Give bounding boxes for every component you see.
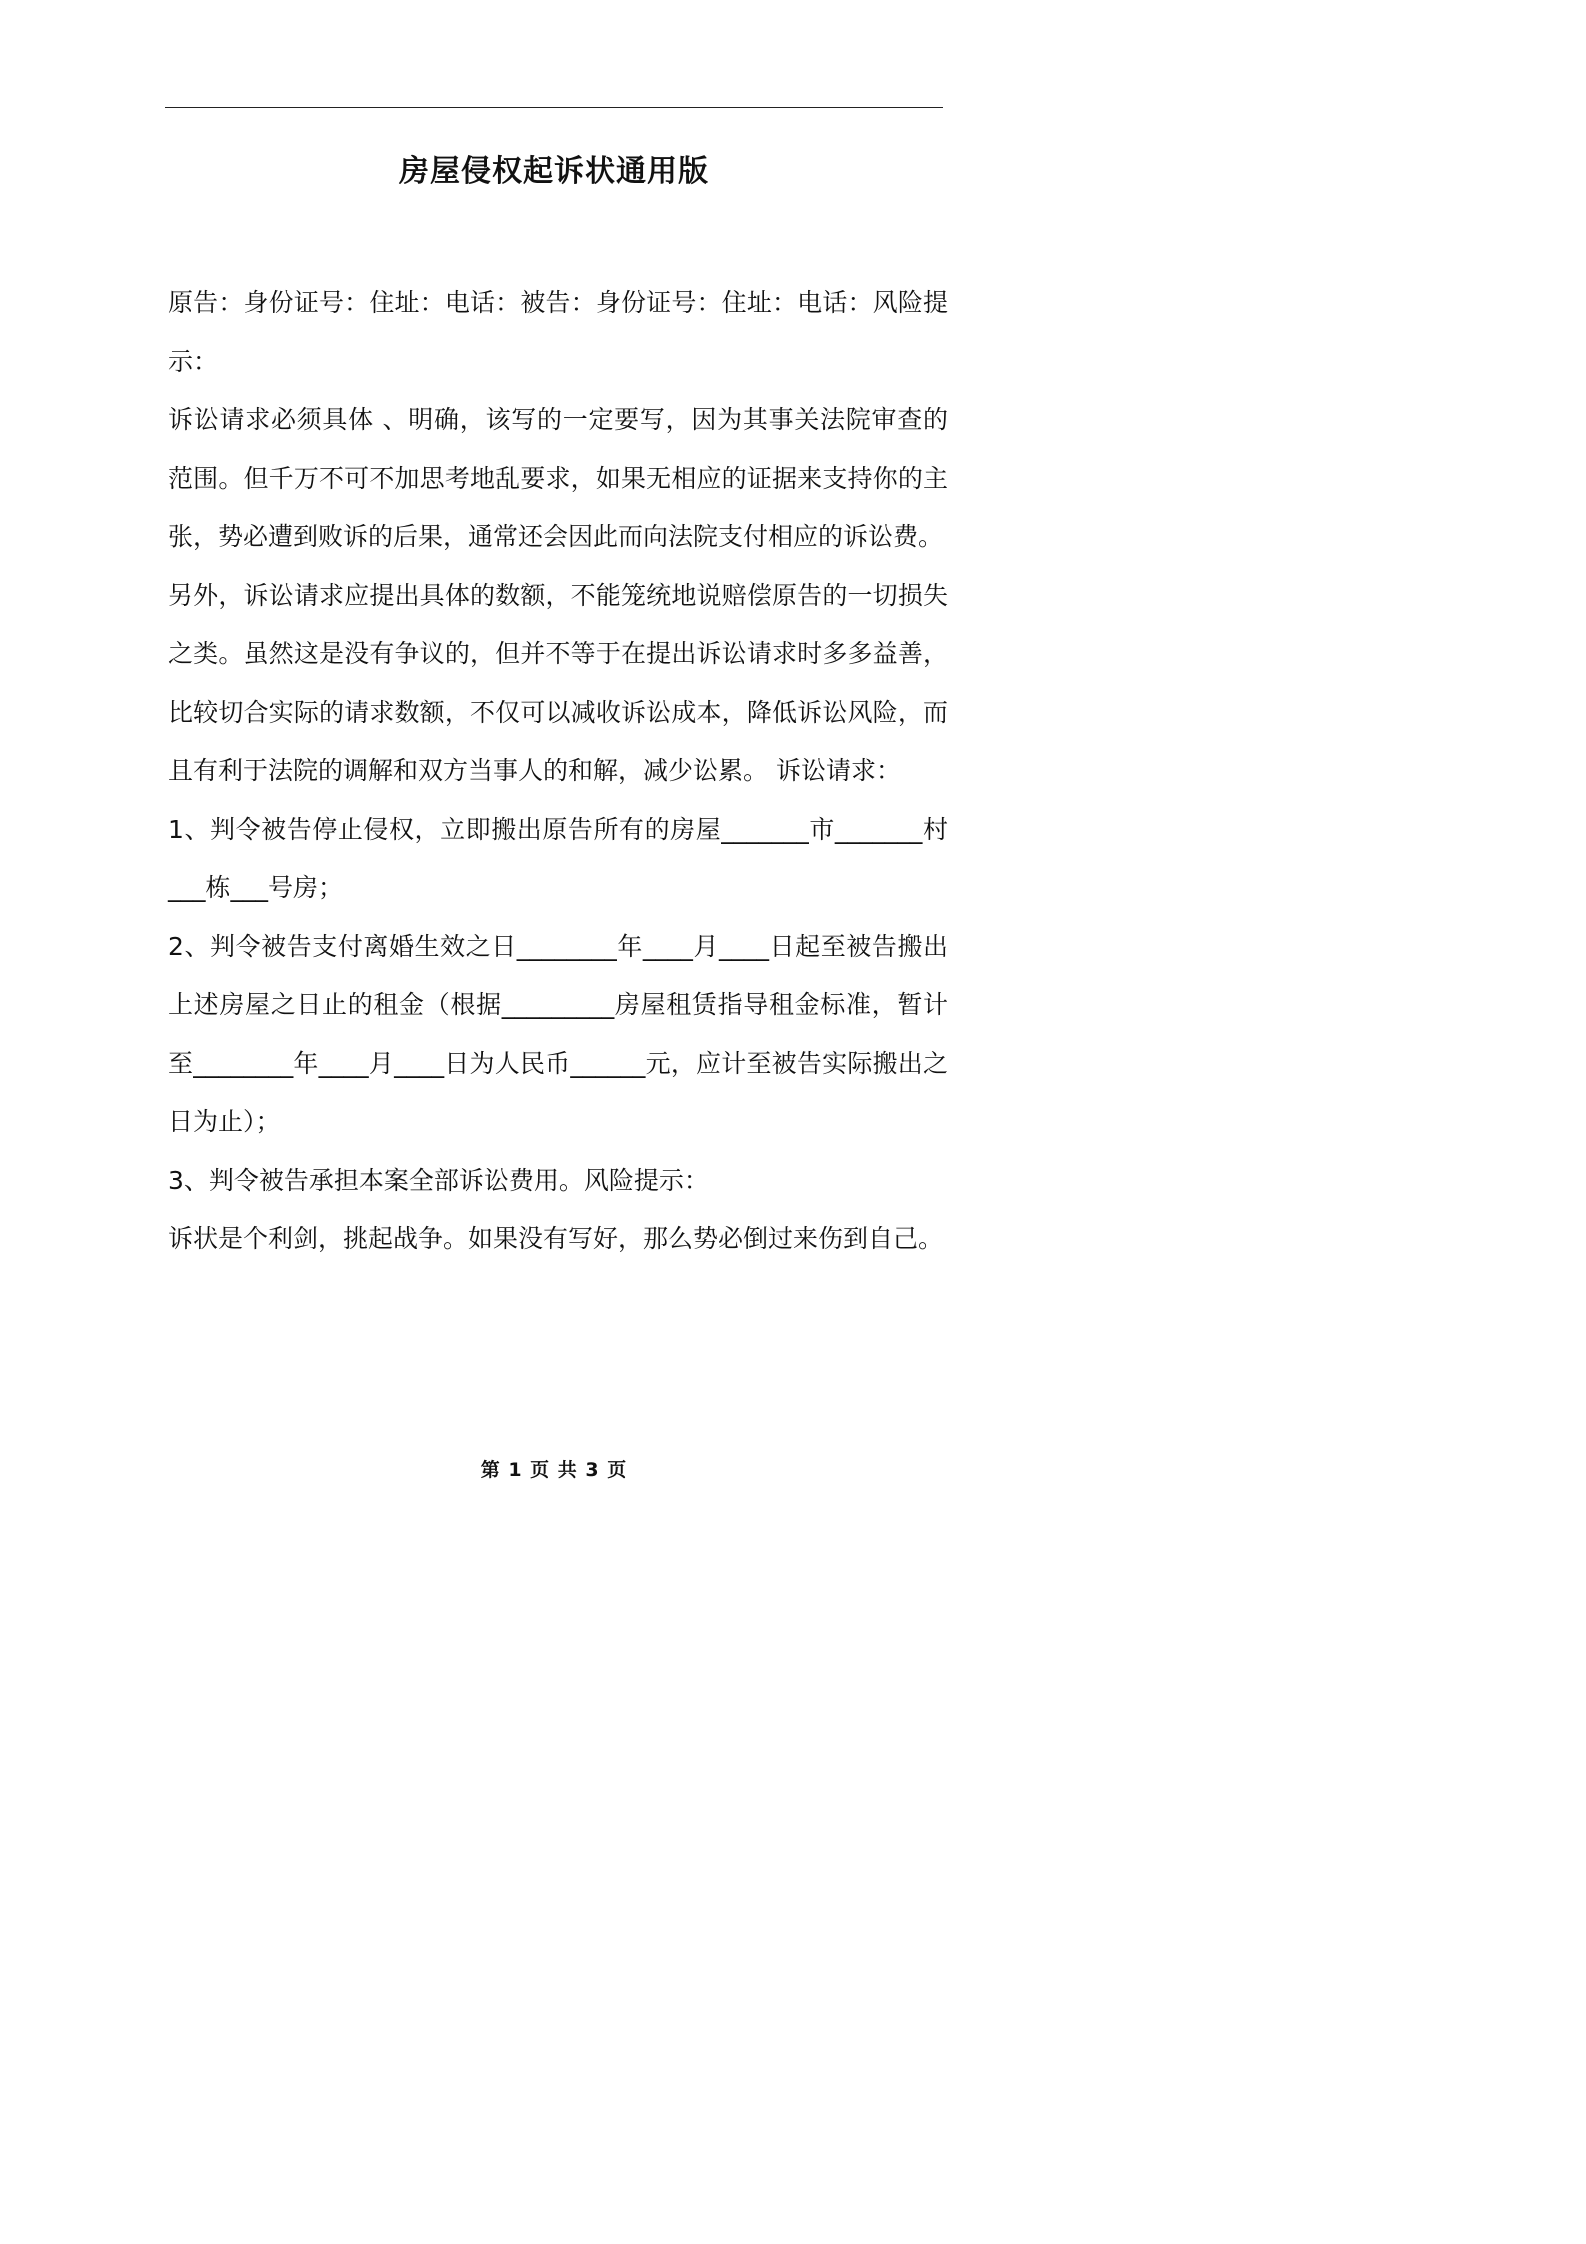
claim-item-1: 1、判令被告停止侵权，立即搬出原告所有的房屋_______市_______村___栋___号房； bbox=[168, 814, 948, 902]
paragraph-parties: 原告：身份证号：住址：电话：被告：身份证号：住址：电话：风险提示： bbox=[168, 288, 948, 376]
page-number: 第 1 页 共 3 页 bbox=[480, 1459, 628, 1481]
paragraph-closing-note: 诉状是个利剑，挑起战争。如果没有写好，那么势必倒过来伤到自己。 bbox=[168, 1224, 944, 1253]
header-rule bbox=[165, 107, 943, 108]
document-body bbox=[168, 274, 948, 1269]
claim-item-2: 2、判令被告支付离婚生效之日________年____月____日起至被告搬出上述房屋之日止的租金（根据_________房屋租赁指导租金标准，暂计至________年____月____日为人民币______元，应计至被告实际搬出之日为止）； bbox=[168, 931, 948, 1136]
paragraph-risk-note-1: 诉讼请求必须具体 、明确，该写的一定要写，因为其事关法院审查的范围。但千万不可不加思考地乱要求，如果无相应的证据来支持你的主张，势必遭到败诉的后果，通常还会因此而向法院支付相应的诉讼费。 bbox=[168, 405, 948, 551]
paragraph-risk-note-2: 另外，诉讼请求应提出具体的数额，不能笼统地说赔偿原告的一切损失之类。虽然这是没有争议的，但并不等于在提出诉讼请求时多多益善，比较切合实际的请求数额，不仅可以减收诉讼成本，降低诉讼风险，而且有利于法院的调解和双方当事人的和解，减少讼累。 诉讼请求： bbox=[168, 580, 948, 785]
claim-item-3: 3、判令被告承担本案全部诉讼费用。风险提示： bbox=[168, 1165, 709, 1195]
document-title: 房屋侵权起诉状通用版 bbox=[399, 154, 709, 189]
